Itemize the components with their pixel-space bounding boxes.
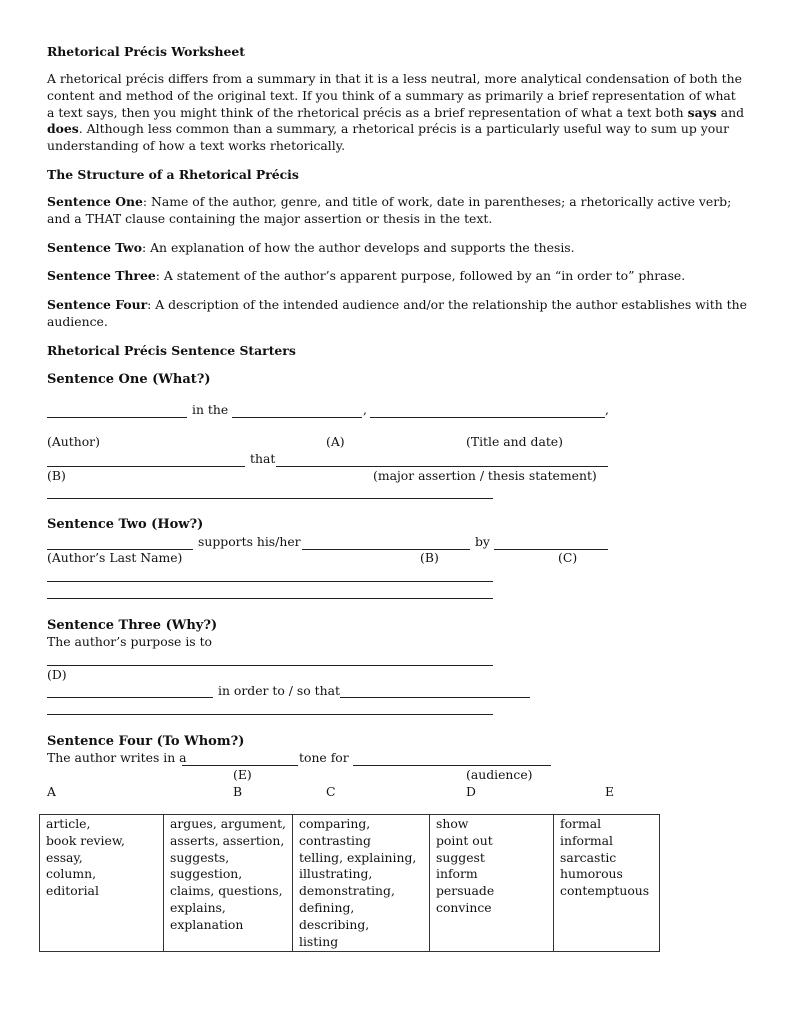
last-name-label: (Author’s Last Name) <box>47 550 183 565</box>
label-e: (E) <box>233 767 252 782</box>
label-a: (A) <box>326 434 345 449</box>
table-cell-tone: formal informal sarcastic humorous contemptuous <box>554 815 660 952</box>
sentence-one-block <box>47 371 747 388</box>
table-cell-verbs: argues, argument, asserts, assertion, suggests, suggestion, claims, questions, explains, explanation <box>164 815 293 952</box>
table-row <box>40 815 660 952</box>
does-emphasis: does <box>47 121 79 137</box>
thesis-label: (major assertion / thesis statement) <box>373 468 597 483</box>
says-emphasis: says <box>687 104 717 120</box>
intro-paragraph: A rhetorical précis differs from a summary in that it is a less neutral, more analytical condensation of both the content and method of the original text. If you think of a summary as primarily a brief representation of what a text says, then you might think of the rhetorical précis as a brief representation of what a text both says and does. Although less common than a summary, a rhetorical précis is a particularly useful way to sum up your understanding of how a text works rhetorically. <box>47 71 745 154</box>
tone-blank[interactable] <box>182 765 298 766</box>
verb-blank[interactable] <box>47 466 245 467</box>
sentence-two-definition: Sentence Two: An explanation of how the author develops and supports the thesis. <box>47 239 575 255</box>
column-letter-d: D <box>466 784 476 799</box>
audience-blank[interactable] <box>353 765 551 766</box>
audience-label: (audience) <box>466 767 533 782</box>
sentence-four-heading: Sentence Four (To Whom?) <box>47 734 245 749</box>
method-blank[interactable] <box>494 549 608 550</box>
purpose-continued-blank[interactable] <box>47 697 213 698</box>
purpose-blank[interactable] <box>47 665 493 666</box>
table-cell-genre: article, book review, essay, column, editorial <box>40 815 164 952</box>
table-cell-purpose: show point out suggest inform persuade convince <box>430 815 554 952</box>
label-b-two: (B) <box>420 550 439 565</box>
that-text: that <box>250 451 276 466</box>
column-letter-e: E <box>605 784 615 799</box>
column-letter-c: C <box>326 784 336 799</box>
reason-blank[interactable] <box>340 697 530 698</box>
sentence-one-heading: Sentence One (What?) <box>47 372 211 387</box>
sentence-two-line-1[interactable] <box>47 581 493 582</box>
sentence-one-definition: Sentence One: Name of the author, genre, and title of work, date in parentheses; a rhetorically active verb; and a THAT clause containing the major assertion or thesis in the text. <box>47 193 732 226</box>
label-d: (D) <box>47 667 67 682</box>
by-text: by <box>475 534 490 549</box>
column-letter-b: B <box>233 784 243 799</box>
sentence-three-line[interactable] <box>47 714 493 715</box>
worksheet-page <box>47 44 747 373</box>
page-title: Rhetorical Précis Worksheet <box>47 44 246 59</box>
support-blank[interactable] <box>302 549 470 550</box>
structure-heading: The Structure of a Rhetorical Précis <box>47 166 299 182</box>
label-c: (C) <box>558 550 578 565</box>
author-blank[interactable] <box>47 417 187 418</box>
tone-for-text: tone for <box>299 750 349 765</box>
purpose-text: The author’s purpose is to <box>47 634 213 649</box>
sentence-three-definition: Sentence Three: A statement of the author’s apparent purpose, followed by an “in order to” phrase. <box>47 268 686 284</box>
label-b: (B) <box>47 468 66 483</box>
writes-text: The author writes in a <box>47 750 187 765</box>
genre-blank[interactable] <box>232 417 362 418</box>
word-bank-table <box>39 814 660 952</box>
in-order-text: in order to / so that <box>218 683 340 698</box>
thesis-blank[interactable] <box>276 466 608 467</box>
title-date-label: (Title and date) <box>466 434 563 449</box>
starters-heading: Rhetorical Précis Sentence Starters <box>47 342 296 358</box>
author-label: (Author) <box>47 434 100 449</box>
sentence-three-heading: Sentence Three (Why?) <box>47 618 218 633</box>
thesis-continued-blank[interactable] <box>47 498 493 499</box>
sentence-two-line-2[interactable] <box>47 598 493 599</box>
title-blank[interactable] <box>370 417 605 418</box>
table-cell-methods: comparing, contrasting telling, explaining, illustrating, demonstrating, defining, describing, listing <box>293 815 430 952</box>
sentence-four-definition: Sentence Four: A description of the intended audience and/or the relationship the author establishes with the audience. <box>47 297 747 329</box>
column-letter-a: A <box>47 784 56 799</box>
in-the-text: in the <box>192 402 229 417</box>
sentence-two-heading: Sentence Two (How?) <box>47 517 204 532</box>
supports-text: supports his/her <box>198 534 301 549</box>
